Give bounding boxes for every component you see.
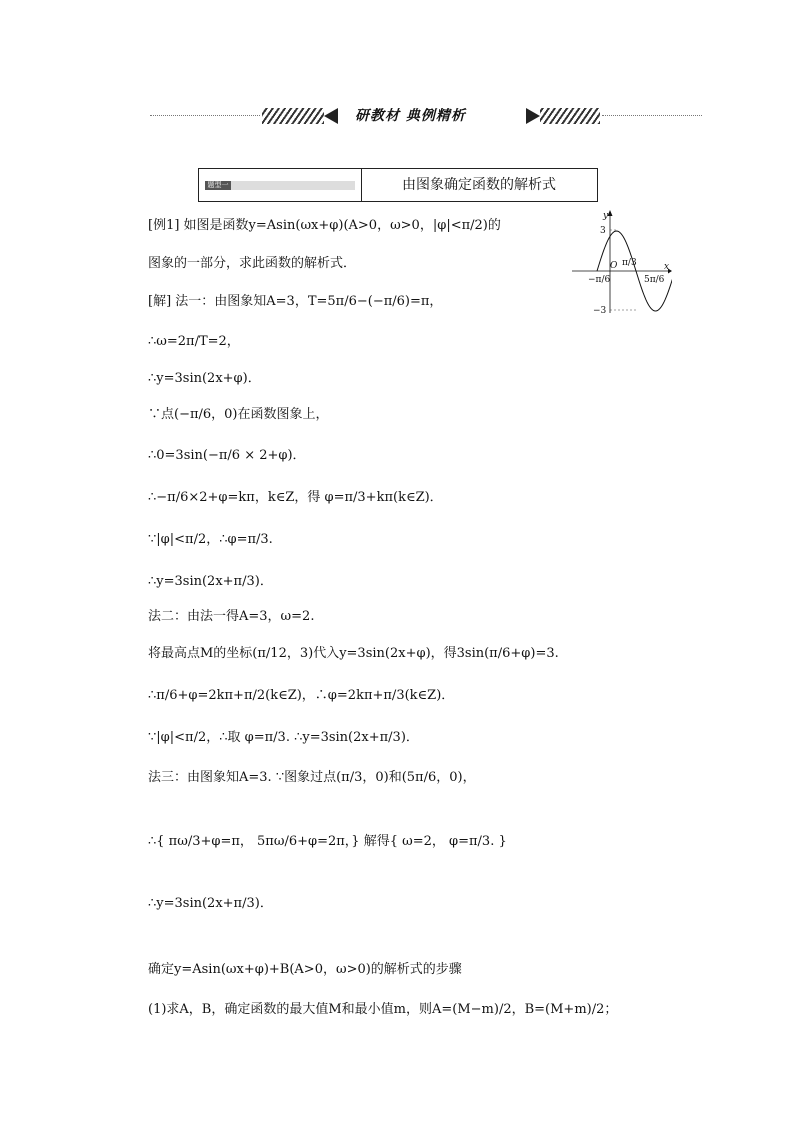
banner-arrow-left <box>324 108 338 124</box>
solution-method1-line2: ∴ω=2π/T=2， <box>148 334 240 349</box>
steps-heading: 确定y=Asin(ωx+φ)+B(A>0，ω>0)的解析式的步骤 <box>148 962 462 977</box>
steps-item-1: (1)求A，B，确定函数的最大值M和最小值m，则A=(M−m)/2，B=(M+m)/2； <box>148 1002 618 1017</box>
solution-method3-result: ∴y=3sin(2x+π/3)． <box>148 896 273 911</box>
banner-title: 研教材 典例精析 <box>355 108 466 124</box>
y-axis-label: y <box>603 211 609 221</box>
y-axis-arrow <box>608 210 613 216</box>
x-neg-pi6-label: −π/6 <box>588 275 611 285</box>
section-title: 由图象确定函数的解析式 <box>402 177 556 193</box>
solution-method1-line1: [解] 法一：由图象知A=3，T=5π/6−(−π/6)=π， <box>148 294 443 309</box>
section-tag-cell <box>199 169 362 201</box>
example-statement: [例1] 如图是函数y=Asin(ωx+φ)(A>0，ω>0，|φ|<π/2)的 <box>148 218 501 233</box>
sine-graph-svg <box>572 208 672 313</box>
banner-rule-right <box>602 115 702 116</box>
solution-method1-line4: ∵点(−π/6，0)在函数图象上， <box>148 407 329 422</box>
banner-arrow-right <box>526 108 540 124</box>
solution-method1-result: ∴y=3sin(2x+π/3)． <box>148 574 273 589</box>
solution-method1-line7: ∵|φ|<π/2，∴φ=π/3. <box>148 532 273 547</box>
banner-hatch-left <box>262 108 324 124</box>
solution-method1-line6: ∴−π/6×2+φ=kπ，k∈Z，得 φ=π/3+kπ(k∈Z)． <box>148 490 443 505</box>
sine-graph <box>572 208 672 317</box>
x-5pi6-label: 5π/6 <box>644 275 665 285</box>
solution-method3-system: ∴{ πω/3+φ=π， 5πω/6+φ=2π，} 解得{ ω=2， φ=π/3. } <box>148 834 507 849</box>
x-pi3-label: π/3 <box>622 258 637 268</box>
banner-hatch-right <box>540 108 600 124</box>
solution-method3-line1: 法三：由图象知A=3. ∵图象过点(π/3，0)和(5π/6，0)， <box>148 770 476 785</box>
solution-method1-line3: ∴y=3sin(2x+φ)． <box>148 371 261 386</box>
solution-method2-line2: 将最高点M的坐标(π/12，3)代入y=3sin(2x+φ)，得3sin(π/6+φ)=3. <box>148 646 559 661</box>
y-max-label: 3 <box>600 226 606 236</box>
solution-method2-line1: 法二：由法一得A=3，ω=2. <box>148 609 315 624</box>
y-min-label: −3 <box>593 306 607 313</box>
section-tag: 题型一 <box>205 181 231 190</box>
origin-label: O <box>610 261 618 271</box>
example-statement-cont: 图象的一部分，求此函数的解析式． <box>148 256 357 271</box>
solution-method2-line4: ∵|φ|<π/2，∴取 φ=π/3. ∴y=3sin(2x+π/3)． <box>148 730 419 745</box>
section-tag-bar <box>205 181 355 190</box>
section-label <box>198 168 598 202</box>
x-axis-label: x <box>664 262 670 272</box>
solution-method1-line5: ∴0=3sin(−π/6 × 2+φ)． <box>148 448 306 463</box>
solution-method2-line3: ∴π/6+φ=2kπ+π/2(k∈Z)，∴φ=2kπ+π/3(k∈Z)． <box>148 688 455 703</box>
banner-rule-left <box>150 115 260 116</box>
